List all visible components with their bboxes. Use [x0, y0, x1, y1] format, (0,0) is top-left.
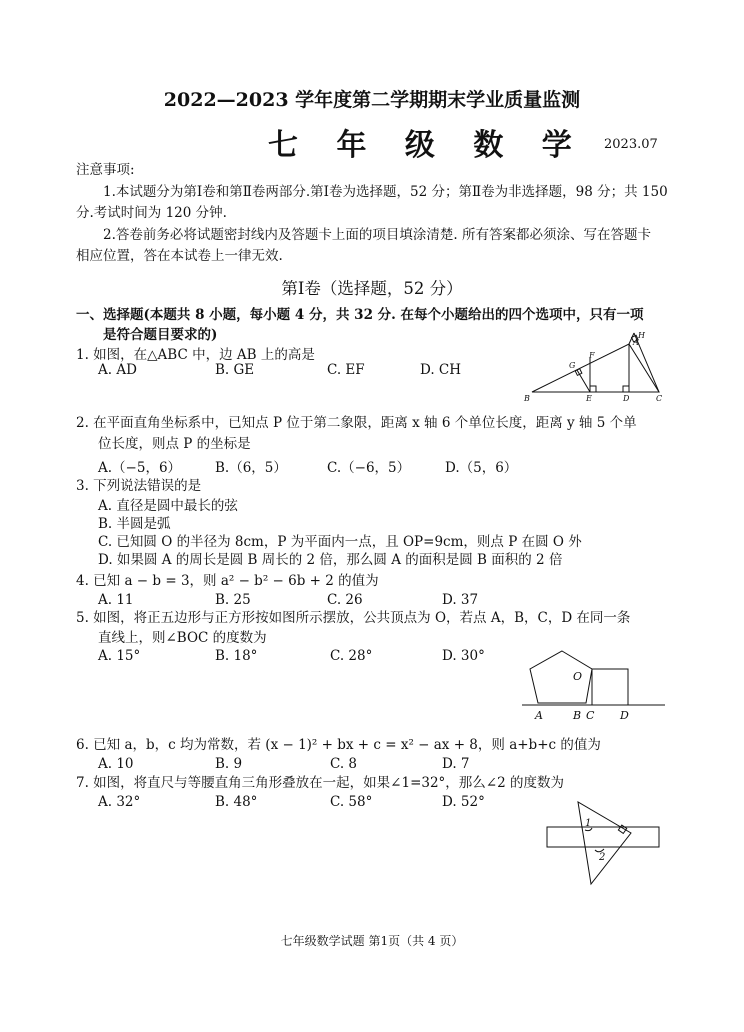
label-o: O [573, 670, 583, 683]
q1-option-c: C. EF [327, 362, 365, 378]
question-7-stem: 7. 如图，将直尺与等腰直角三角形叠放在一起，如果∠1=32°，那么∠2 的度数为 [76, 775, 565, 791]
part1-heading-line-2: 是符合题目要求的) [103, 327, 218, 343]
question-4-stem: 4. 已知 a − b = 3，则 a² − b² − 6b + 2 的值为 [76, 573, 379, 589]
notes-heading: 注意事项: [76, 162, 135, 178]
page-footer: 七年级数学试题 第1页（共 4 页） [280, 934, 464, 948]
section-title: 第Ⅰ卷（选择题，52 分） [281, 279, 463, 298]
label-e: E [586, 394, 592, 403]
isosceles-right-triangle [578, 802, 631, 884]
note-2-line-1: 2.答卷前务必将试题密封线内及答题卡上面的项目填涂清楚. 所有答案都必须涂、写在答题卡 [103, 227, 651, 243]
label-c: C [656, 394, 663, 403]
right-angle-d [623, 386, 629, 392]
regular-pentagon [530, 651, 592, 703]
q5-option-a: A. 15° [98, 648, 141, 664]
q2-option-c: C.（−6，5） [327, 460, 411, 476]
q6-option-a: A. 10 [98, 756, 134, 772]
ruler [547, 827, 659, 847]
question-5-line-2: 直线上，则∠BOC 的度数为 [98, 630, 267, 646]
q4-option-b: B. 25 [215, 592, 251, 608]
q3-option-b: B. 半圆是弧 [98, 516, 171, 532]
q7-option-d: D. 52° [442, 794, 485, 810]
q2-option-d: D.（5，6） [445, 460, 518, 476]
square [592, 669, 628, 705]
q7-option-c: C. 58° [330, 794, 373, 810]
triangle-abc [532, 344, 659, 392]
q4-option-a: A. 11 [98, 592, 134, 608]
question-6-stem: 6. 已知 a，b，c 均为常数，若 (x − 1)² + bx + c = x² − ax + 8，则 a+b+c 的值为 [76, 737, 601, 753]
question-5-line-1: 5. 如图，将正五边形与正方形按如图所示摆放，公共顶点为 O，若点 A，B，C，D 在同一条 [76, 610, 631, 626]
q7-ruler-triangle-figure [545, 800, 675, 890]
q2-option-b: B.（6，5） [215, 460, 287, 476]
q1-option-a: A. AD [98, 362, 137, 378]
q5-pentagon-square-figure [520, 645, 670, 725]
q4-option-c: C. 26 [327, 592, 363, 608]
q3-option-c: C. 已知圆 O 的半径为 8cm，P 为平面内一点，且 OP=9cm，则点 P 在圆 O 外 [98, 534, 582, 550]
q5-option-d: D. 30° [442, 648, 485, 664]
q3-option-d: D. 如果圆 A 的周长是圆 B 周长的 2 倍，那么圆 A 的面积是圆 B 面积的 2 倍 [98, 552, 563, 568]
label-g: G [569, 361, 576, 370]
label-b: B [573, 709, 582, 722]
exam-date: 2023.07 [604, 137, 658, 152]
segment-ge [577, 370, 590, 392]
q1-option-b: B. GE [215, 362, 255, 378]
label-d: D [620, 709, 629, 722]
q3-option-a: A. 直径是圆中最长的弦 [98, 498, 238, 514]
part1-heading-line-1: 一、选择题(本题共 8 小题，每小题 4 分，共 32 分. 在每个小题给出的四个选项中，只有一项 [76, 307, 644, 323]
q1-option-d: D. CH [420, 362, 462, 378]
note-2-line-2: 相应位置，答在本试卷上一律无效. [76, 248, 283, 264]
question-3-stem: 3. 下列说法错误的是 [76, 478, 202, 494]
q7-option-a: A. 32° [98, 794, 141, 810]
q5-option-c: C. 28° [330, 648, 373, 664]
note-1-line-1: 1.本试题分为第Ⅰ卷和第Ⅱ卷两部分.第Ⅰ卷为选择题，52 分；第Ⅱ卷为非选择题，98 分；共 150 [103, 184, 668, 200]
right-angle-e [590, 386, 596, 392]
label-a: A [535, 709, 543, 722]
note-1-line-2: 分.考试时间为 120 分钟. [76, 205, 227, 221]
label-h: H [638, 331, 645, 340]
label-angle-2: 2 [599, 852, 606, 863]
label-a: A [633, 338, 639, 347]
label-c: C [586, 709, 595, 722]
question-2-line-1: 2. 在平面直角坐标系中，已知点 P 位于第二象限，距离 x 轴 6 个单位长度，距离 y 轴 5 个单 [76, 415, 637, 431]
label-angle-1: 1 [585, 818, 592, 829]
q7-option-b: B. 48° [215, 794, 258, 810]
q6-option-b: B. 9 [215, 756, 243, 772]
q1-triangle-figure [522, 330, 682, 410]
q2-option-a: A.（−5，6） [98, 460, 182, 476]
exam-title: 2022—2023 学年度第二学期期末学业质量监测 [163, 89, 581, 111]
label-b: B [524, 394, 530, 403]
q5-option-b: B. 18° [215, 648, 258, 664]
question-1-stem: 1. 如图，在△ABC 中，边 AB 上的高是 [76, 347, 315, 363]
q4-option-d: D. 37 [442, 592, 479, 608]
q6-option-c: C. 8 [330, 756, 358, 772]
subject-title: 七 年 级 数 学 [268, 128, 586, 163]
label-d: D [623, 394, 630, 403]
question-2-line-2: 位长度，则点 P 的坐标是 [98, 436, 251, 452]
q6-option-d: D. 7 [442, 756, 470, 772]
label-f: F [589, 351, 595, 360]
